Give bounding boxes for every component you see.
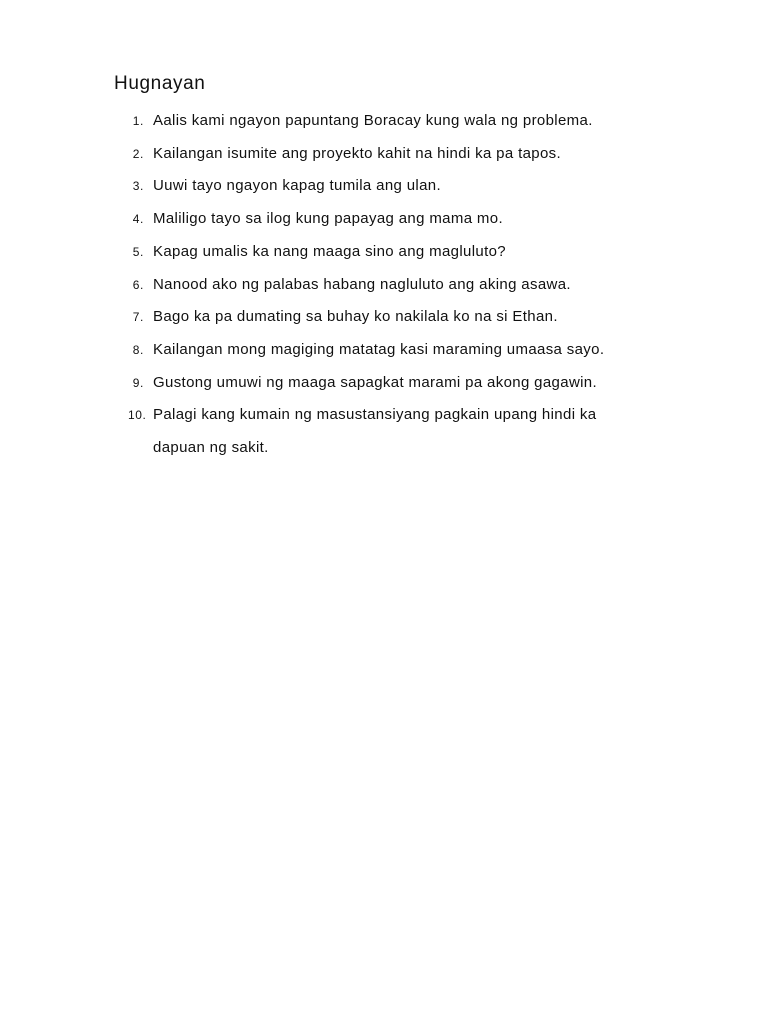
list-item [0, 334, 768, 367]
page-title: Hugnayan [114, 73, 206, 94]
list-item-text: Kailangan mong magiging matatag kasi maraming umaasa sayo. [153, 340, 605, 358]
list-item-text: Aalis kami ngayon papuntang Boracay kung wala ng problema. [153, 112, 593, 129]
list-item-number: 5. [132, 244, 144, 259]
numbered-list [0, 105, 768, 465]
list-item-number: 2. [132, 146, 144, 161]
list-item-number: 1. [132, 114, 144, 128]
list-item [0, 399, 768, 464]
list-item-text: Uuwi tayo ngayon kapag tumila ang ulan. [153, 177, 441, 195]
list-item-number: 9. [132, 375, 144, 390]
list-item-text: Gustong umuwi ng maaga sapagkat marami pa akong gagawin. [153, 373, 598, 391]
list-item-text: Bago ka pa dumating sa buhay ko nakilala ko na si Ethan. [153, 308, 558, 326]
list-item [0, 170, 768, 203]
list-item-number: 8. [132, 342, 144, 357]
list-item [0, 105, 768, 138]
list-item-text: Nanood ako ng palabas habang nagluluto ang aking asawa. [153, 275, 571, 293]
list-item [0, 301, 768, 334]
list-item-text: Maliligo tayo sa ilog kung papayag ang mama mo. [153, 210, 503, 228]
list-item-number: 6. [132, 277, 144, 292]
list-item [0, 138, 768, 171]
list-item-text: Kailangan isumite ang proyekto kahit na hindi ka pa tapos. [153, 144, 562, 162]
list-item-number: 3. [132, 179, 144, 194]
list-item [0, 269, 768, 302]
list-item-text: Palagi kang kumain ng masustansiyang pagkain upang hindi ka dapuan ng sakit. [153, 406, 597, 457]
list-item-number: 7. [132, 310, 144, 325]
list-item [0, 236, 768, 269]
list-item-number: 10. [128, 408, 147, 423]
list-item-number: 4. [132, 212, 144, 227]
list-item-text: Kapag umalis ka nang maaga sino ang magluluto? [153, 242, 506, 260]
list-item [0, 203, 768, 236]
list-item [0, 367, 768, 400]
